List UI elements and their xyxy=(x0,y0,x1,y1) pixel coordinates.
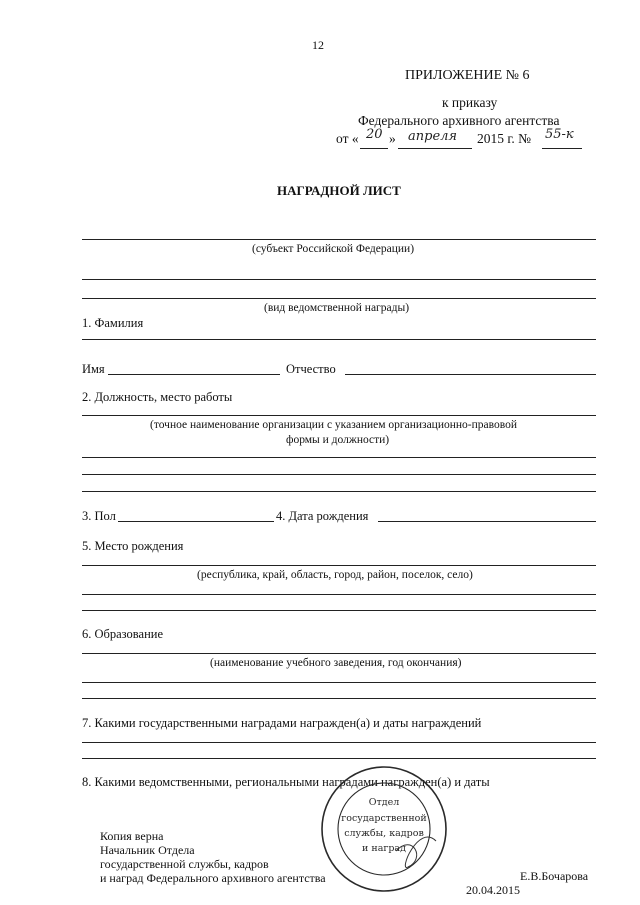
education-label: 6. Образование xyxy=(82,627,164,641)
order-date-prefix: от « xyxy=(336,131,359,146)
patronymic-label: Отчество xyxy=(286,362,336,376)
stamp-line-4: и наград xyxy=(362,843,406,854)
state-awards-line-1 xyxy=(82,742,596,743)
page-number: 12 xyxy=(312,38,324,52)
name-label: Имя xyxy=(82,362,105,376)
sex-line xyxy=(118,521,274,522)
order-date-mid: » xyxy=(389,131,396,146)
education-line xyxy=(82,653,596,654)
state-awards-line-2 xyxy=(82,758,596,759)
education-caption: (наименование учебного заведения, год окончания) xyxy=(210,657,462,669)
birthplace-line-2 xyxy=(82,594,596,595)
order-number-line xyxy=(542,148,582,149)
org-caption-1: (точное наименование организации с указанием организационно-правовой xyxy=(150,419,517,431)
subject-line xyxy=(82,239,596,240)
signer-name: Е.В.Бочарова xyxy=(520,869,589,883)
patronymic-line xyxy=(345,374,596,375)
department-name-2: и наград Федерального архивного агентства xyxy=(100,871,326,885)
position-line-4 xyxy=(82,491,596,492)
position-line xyxy=(82,415,596,416)
stamp-line-2: государственной xyxy=(341,813,427,824)
award-line-1 xyxy=(82,279,596,280)
stamp-line-1: Отдел xyxy=(368,797,400,808)
birthplace-caption: (республика, край, область, город, район, поселок, село) xyxy=(197,569,473,581)
education-line-3 xyxy=(82,698,596,699)
position-line-2 xyxy=(82,457,596,458)
order-day-line xyxy=(360,148,388,149)
org-caption-2: формы и должности) xyxy=(286,434,390,446)
department-head: Начальник Отдела xyxy=(100,843,195,857)
order-number: 55-к xyxy=(545,127,574,142)
state-awards-label: 7. Какими государственными наградами награжден(а) и даты награждений xyxy=(82,716,482,730)
department-stamp xyxy=(318,763,450,895)
position-label: 2. Должность, место работы xyxy=(82,390,233,404)
sex-label: 3. Пол xyxy=(82,509,116,523)
order-day: 20 xyxy=(366,127,383,142)
subject-caption: (субъект Российской Федерации) xyxy=(252,243,415,255)
document-title: НАГРАДНОЙ ЛИСТ xyxy=(277,183,401,198)
surname-label: 1. Фамилия xyxy=(82,316,144,330)
award-line-2 xyxy=(82,298,596,299)
department-name-1: государственной службы, кадров xyxy=(100,857,269,871)
stamp-line-3: службы, кадров xyxy=(344,828,424,839)
birthplace-line-3 xyxy=(82,610,596,611)
surname-line xyxy=(82,339,596,340)
order-year: 2015 г. № xyxy=(477,131,532,146)
copy-certified: Копия верна xyxy=(100,829,164,843)
agency-label: Федерального архивного агентства xyxy=(358,113,560,128)
birthplace-label: 5. Место рождения xyxy=(82,539,184,553)
position-line-3 xyxy=(82,474,596,475)
award-type-caption: (вид ведомственной награды) xyxy=(264,302,410,314)
to-order-label: к приказу xyxy=(442,95,498,110)
birth-date-label: 4. Дата рождения xyxy=(276,509,369,523)
order-month-line xyxy=(398,148,472,149)
birthplace-line xyxy=(82,565,596,566)
appendix-title: ПРИЛОЖЕНИЕ № 6 xyxy=(405,68,530,83)
name-line xyxy=(108,374,280,375)
order-month: апреля xyxy=(408,129,458,144)
certification-date: 20.04.2015 xyxy=(466,883,520,897)
education-line-2 xyxy=(82,682,596,683)
birth-date-line xyxy=(378,521,596,522)
dept-awards-label: 8. Какими ведомственными, региональными наградами награжден(а) и даты xyxy=(82,775,490,789)
